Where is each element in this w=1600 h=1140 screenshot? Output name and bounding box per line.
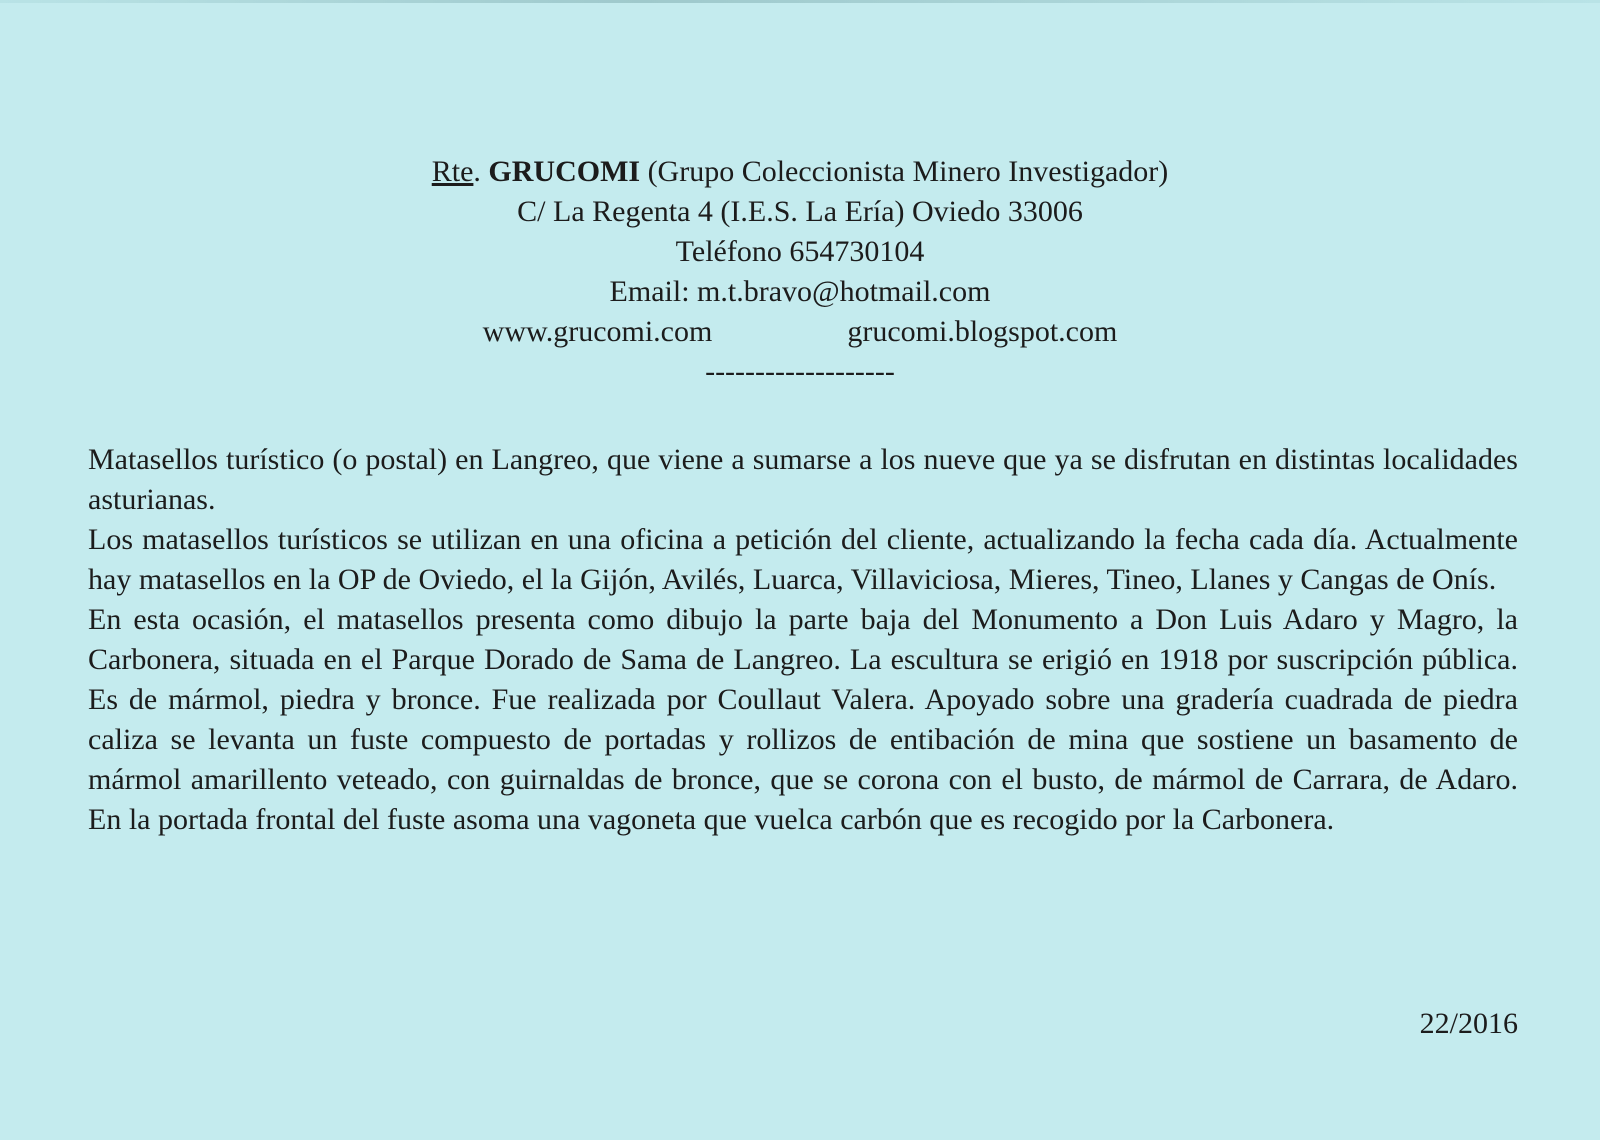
description-text [88,440,1518,840]
org-name: GRUCOMI [488,155,641,188]
email-line: Email: m.t.bravo@hotmail.com [609,275,991,308]
blog-link: grucomi.blogspot.com [847,315,1118,348]
rte-label: Rte [431,155,474,188]
website-link: www.grucomi.com [482,315,713,348]
web-links-row [0,312,1600,352]
phone-line: Teléfono 654730104 [675,235,925,268]
sender-line [0,152,1600,192]
sender-block [0,152,1600,392]
org-full-name: (Grupo Coleccionista Minero Investigador) [640,155,1169,188]
address-line: C/ La Regenta 4 (I.E.S. La Ería) Oviedo 33006 [517,195,1083,228]
separator-line: ------------------- [705,355,895,388]
rte-dot: . [473,155,489,188]
paragraph-3: En esta ocasión, el matasellos presenta como dibujo la parte baja del Monumento a Don Luis Adaro y Magro, la Carbonera, situada en el Parque Dorado de Sama de Langreo. La escultura se erigió en 1918 por suscripción pública. Es de mármol, piedra y bronce. Fue realizada por Coullaut Valera. Apoyado sobre una gradería cuadrada de piedra caliza se levanta un fuste compuesto de portadas y rollizos de entibación de mina que sostiene un basamento de mármol amarillento veteado, con guirnaldas de bronce, que se corona con el busto, de mármol de Carrara, de Adaro. En la portada frontal del fuste asoma una vagoneta que vuelca carbón que es recogido por la Carbonera. [88,603,1518,836]
reference-number: 22/2016 [1419,1007,1518,1040]
paragraph-2: Los matasellos turísticos se utilizan en una oficina a petición del cliente, actualizando la fecha cada día. Actualmente hay matasellos en la OP de Oviedo, el la Gijón, Avilés, Luarca, Villaviciosa, Mieres, Tineo, Llanes y Cangas de Onís. [88,523,1518,596]
paragraph-1: Matasellos turístico (o postal) en Langreo, que viene a sumarse a los nueve que ya se disfrutan en distintas localidades asturianas. [88,443,1518,516]
